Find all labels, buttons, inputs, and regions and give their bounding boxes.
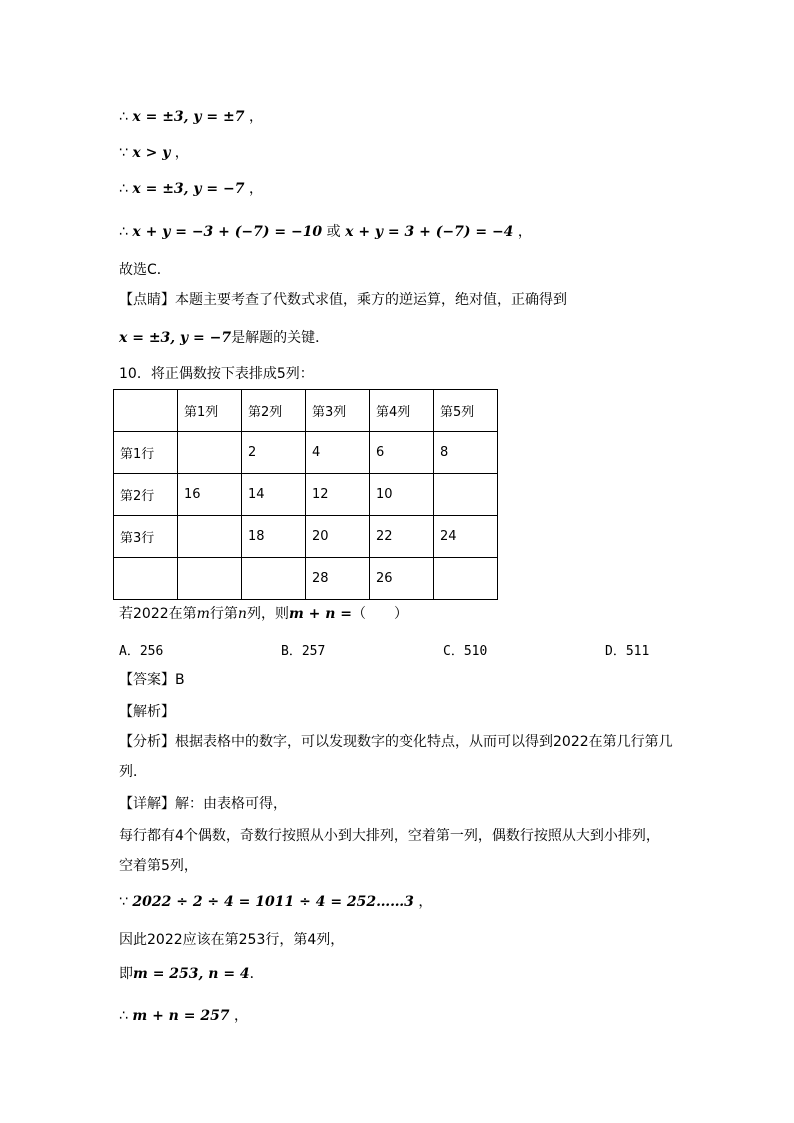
conclusion-line-2	[119, 964, 264, 984]
table-cell: 2	[242, 432, 306, 474]
table-cell: 20	[306, 516, 370, 558]
table-cell	[242, 558, 306, 600]
table-row	[114, 558, 498, 600]
var-n: n	[237, 606, 247, 622]
table-cell: 26	[370, 558, 434, 600]
answer-blank: （ ）	[352, 606, 409, 622]
equation: m = 253, n = 4	[133, 966, 250, 982]
table-cell	[434, 558, 498, 600]
because-symbol: ∵	[119, 894, 128, 910]
number-table	[113, 389, 498, 600]
table-cell: 第1行	[114, 432, 178, 474]
option-b: B．257	[281, 644, 326, 659]
punctuation: ，	[234, 1008, 249, 1024]
punctuation: ，	[174, 145, 189, 161]
calc-line	[119, 892, 432, 912]
table-cell	[114, 558, 178, 600]
equation: x = ±3, y = ±7	[132, 109, 245, 125]
answer-line: 【答案】B	[119, 672, 185, 688]
question-stem	[119, 604, 408, 624]
equation: m + n = 257	[132, 1008, 230, 1024]
option-a: A．256	[119, 644, 164, 659]
table-cell	[178, 558, 242, 600]
table-cell: 4	[306, 432, 370, 474]
table-cell: 6	[370, 432, 434, 474]
comment-text: 是解题的关键．	[231, 330, 330, 346]
step-line-3	[119, 179, 263, 199]
equation: 2022 ÷ 2 ÷ 4 = 1011 ÷ 4 = 252……3	[132, 894, 414, 910]
punctuation: ，	[517, 224, 532, 240]
table-cell: 第3行	[114, 516, 178, 558]
step-line-4	[119, 222, 532, 242]
table-cell: 第3列	[306, 390, 370, 432]
table-cell: 第4列	[370, 390, 434, 432]
punctuation: ．	[249, 966, 264, 982]
table-cell	[178, 432, 242, 474]
because-symbol: ∵	[119, 145, 128, 161]
question-text: 列，则	[246, 606, 289, 622]
step-line-2	[119, 143, 189, 163]
table-cell: 16	[178, 474, 242, 516]
table-header-row	[114, 390, 498, 432]
therefore-symbol: ∴	[119, 224, 128, 240]
table-cell: 10	[370, 474, 434, 516]
table-cell: 8	[434, 432, 498, 474]
final-line	[119, 1006, 248, 1026]
equation: x = ±3, y = −7	[132, 181, 245, 197]
analysis-line-2: 列．	[119, 764, 147, 780]
table-cell: 24	[434, 516, 498, 558]
comment-line-2	[119, 328, 329, 348]
analysis-heading: 【解析】	[119, 704, 175, 720]
table-cell: 28	[306, 558, 370, 600]
therefore-symbol: ∴	[119, 109, 128, 125]
equation: m + n =	[288, 606, 353, 622]
conclusion-line-1: 因此2022应该在第253行，第4列，	[119, 932, 345, 948]
table-row	[114, 432, 498, 474]
equation: x > y	[132, 145, 171, 161]
table-cell: 第2列	[242, 390, 306, 432]
table-cell: 14	[242, 474, 306, 516]
question-10-title: 10．将正偶数按下表排成5列：	[119, 366, 314, 382]
conclusion-text: 即	[119, 966, 133, 982]
therefore-symbol: ∴	[119, 181, 128, 197]
equation-b: x + y = 3 + (−7) = −4	[345, 224, 514, 240]
table-row	[114, 474, 498, 516]
table-cell: 18	[242, 516, 306, 558]
equation-a: x + y = −3 + (−7) = −10	[132, 224, 323, 240]
punctuation: ，	[248, 109, 263, 125]
table-row	[114, 516, 498, 558]
table-cell	[178, 516, 242, 558]
table-cell	[434, 474, 498, 516]
table-cell: 12	[306, 474, 370, 516]
punctuation: ，	[418, 894, 433, 910]
table-cell: 第2行	[114, 474, 178, 516]
detail-line-2: 每行都有4个偶数，奇数行按照从小到大排列，空着第一列，偶数行按照从大到小排列，	[119, 828, 660, 844]
detail-line-1: 【详解】解：由表格可得，	[119, 796, 287, 812]
option-c: C．510	[443, 644, 488, 659]
or-word: 或	[326, 224, 341, 240]
table-cell: 第1列	[178, 390, 242, 432]
therefore-symbol: ∴	[119, 1008, 128, 1024]
question-text: 行第	[209, 606, 238, 622]
choice-line: 故选C．	[119, 262, 171, 278]
table-cell: 第5列	[434, 390, 498, 432]
step-line-1	[119, 107, 263, 127]
equation: x = ±3, y = −7	[119, 330, 232, 346]
question-text: 若2022在第	[119, 606, 197, 622]
table-cell	[114, 390, 178, 432]
analysis-line-1: 【分析】根据表格中的数字，可以发现数字的变化特点，从而可以得到2022在第几行第几	[119, 734, 673, 750]
punctuation: ，	[248, 181, 263, 197]
comment-line: 【点睛】本题主要考查了代数式求值，乘方的逆运算，绝对值，正确得到	[119, 292, 567, 308]
var-m: m	[196, 606, 210, 622]
detail-line-3: 空着第5列，	[119, 858, 198, 874]
table-cell: 22	[370, 516, 434, 558]
option-d: D．511	[605, 644, 650, 659]
